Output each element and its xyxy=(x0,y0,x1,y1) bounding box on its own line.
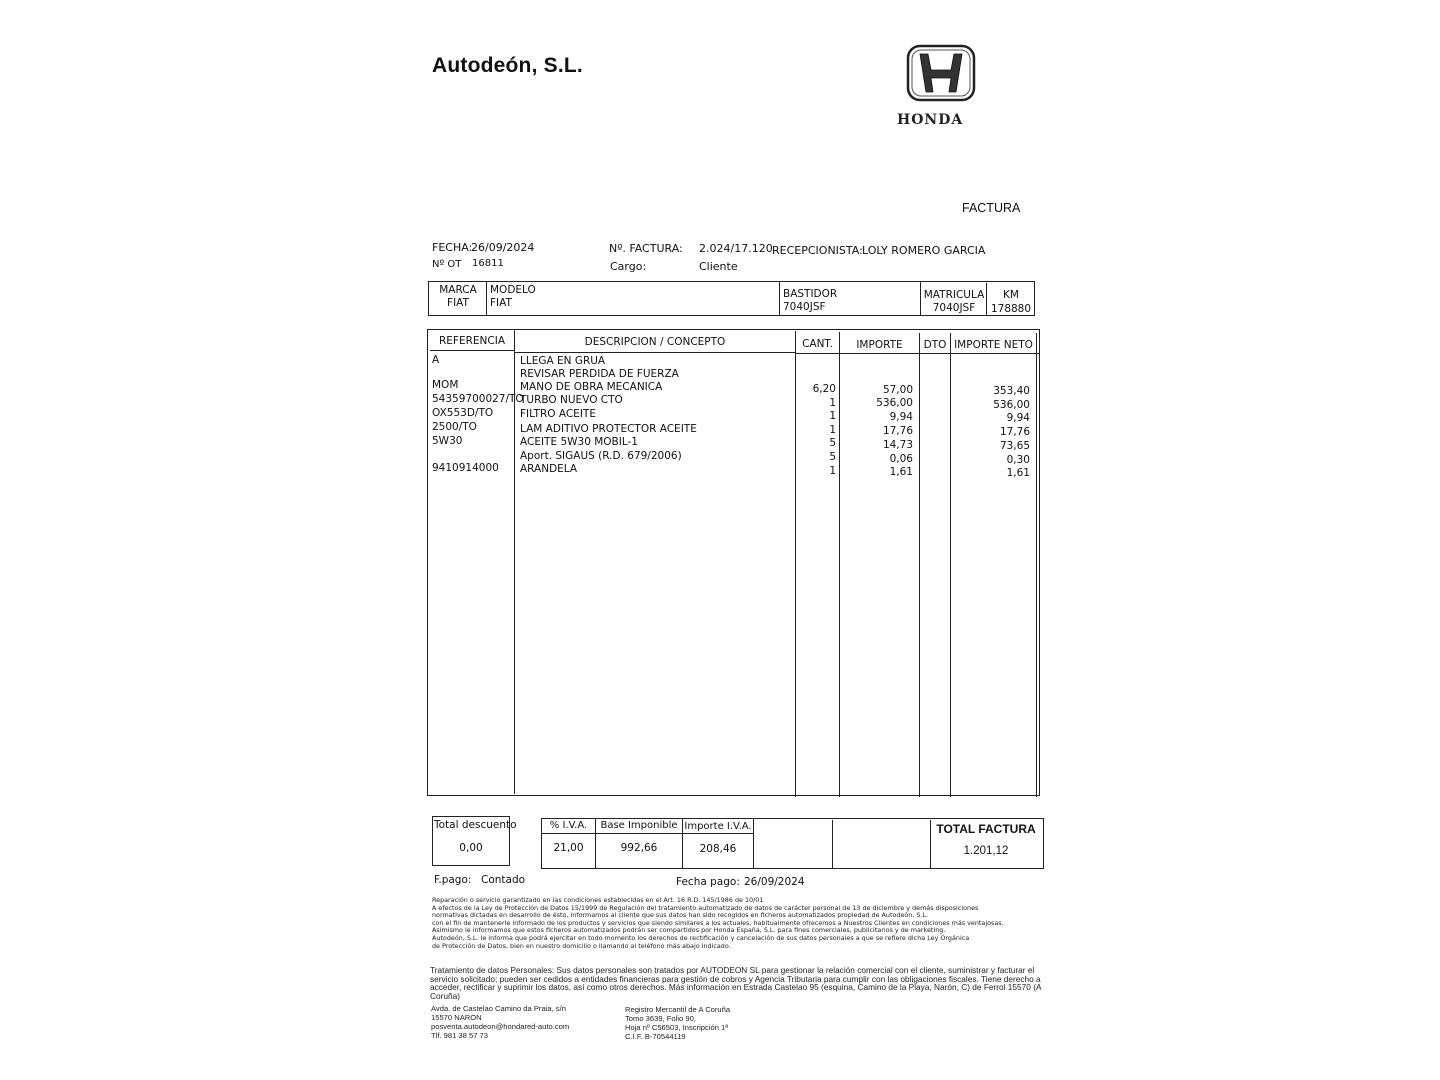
row-neto: 73,65 xyxy=(999,440,1030,452)
registry-line: Tomo 3639, Folio 90, xyxy=(625,1014,696,1023)
row-cant: 1 xyxy=(829,410,836,422)
cargo-value: Cliente xyxy=(699,260,738,273)
row-neto: 9,94 xyxy=(1006,412,1030,424)
footer-address xyxy=(431,1004,569,1040)
col-descripcion: DESCRIPCION / CONCEPTO xyxy=(584,336,726,348)
row-importe: 536,00 xyxy=(876,397,913,409)
total-label: TOTAL FACTURA xyxy=(936,822,1036,836)
row-cant: 5 xyxy=(829,451,836,463)
fpago-value: Contado xyxy=(481,874,526,886)
legal-line: A efectos de la Ley de Protección de Datos 15/1999 de Regulación del tratamiento automatizado de datos de carácter personal de 13 de diciembre y demás disposiciones xyxy=(432,903,979,912)
row-desc: LAM ADITIVO PROTECTOR ACEITE xyxy=(520,423,697,435)
honda-logo-icon xyxy=(906,44,976,102)
document-type: FACTURA xyxy=(962,201,1021,215)
row-ref: 5W30 xyxy=(432,435,463,447)
row-cant: 1 xyxy=(829,424,836,436)
registry-line: Hoja nº C56503, Inscripción 1ª xyxy=(625,1023,729,1032)
row-importe: 9,94 xyxy=(889,411,913,423)
row-neto: 536,00 xyxy=(993,399,1030,411)
col-cant: CANT. xyxy=(802,338,833,350)
row-cant: 6,20 xyxy=(812,383,836,395)
ot-value: 16811 xyxy=(472,258,504,269)
footer-registry xyxy=(625,1005,730,1041)
bastidor-value: 7040JSF xyxy=(783,301,826,313)
factura-value: 2.024/17.120 xyxy=(699,242,773,255)
row-desc: LLEGA EN GRUA xyxy=(520,355,606,367)
bastidor-label: BASTIDOR xyxy=(783,288,838,300)
legal-line: Reparación o servicio garantizado en las condiciones establecidas en el Art. 16 R.D. 145/1986 de 10/01 xyxy=(432,896,764,904)
iva-pct-value: 21,00 xyxy=(553,842,584,854)
row-ref: A xyxy=(432,354,440,366)
km-label: KM xyxy=(1003,289,1019,301)
legal-line: con el fin de mantenerle informado de los productos y servicios que siendo similares a los actuales, habitualmente ofrecemos a Nuestros Clientes en condiciones más ventajosas. xyxy=(432,918,1004,927)
row-importe: 17,76 xyxy=(882,425,913,437)
modelo-label: MODELO xyxy=(490,284,536,296)
fecha-value: 26/09/2024 xyxy=(471,241,535,254)
iva-value: 208,46 xyxy=(699,843,737,855)
recepcionista-value: LOLY ROMERO GARCIA xyxy=(862,244,986,257)
brand-name: HONDA xyxy=(897,112,964,128)
row-ref: 2500/TO xyxy=(432,421,477,433)
recepcionista-label: RECEPCIONISTA: xyxy=(772,244,863,257)
row-cant: 5 xyxy=(829,437,836,449)
row-ref: OX553D/TO xyxy=(432,407,494,419)
fpago-label: F.pago: xyxy=(434,874,472,886)
row-desc: ARANDELA xyxy=(520,463,578,475)
total-value: 1.201,12 xyxy=(963,845,1009,857)
fecha-pago-value: 26/09/2024 xyxy=(744,876,805,888)
data-processing-notice: Tratamiento de datos Personales: Sus datos personales son tratados por AUTODEON SL para gestionar la relación comercial con el cliente, suministrar y facturar el servicio solicitado; pueden ser cedidos a entidades financieras para gestión de cobros y Agencia Tributaria para cumplir con las obligaciones fiscales. Tiene derecho a acceder, rectificar y suprimir los datos, así como otros derechos. Más información en Estrada Castelao 95 (esquina, Camino de la Playa, Narón, C) de Ferrol 15570 (A Coruña) xyxy=(430,965,1042,1001)
row-cant: 1 xyxy=(829,397,836,409)
col-importe: IMPORTE xyxy=(856,339,903,351)
row-desc: MANO DE OBRA MECANICA xyxy=(520,381,663,393)
row-neto: 1,61 xyxy=(1006,467,1030,479)
base-value: 992,66 xyxy=(620,842,658,854)
col-neto: IMPORTE NETO xyxy=(954,339,1033,351)
row-importe: 57,00 xyxy=(882,384,913,396)
row-desc: ACEITE 5W30 MOBIL-1 xyxy=(520,436,638,448)
km-value: 178880 xyxy=(990,303,1032,315)
registry-line: C.I.F. B-70544119 xyxy=(625,1032,686,1041)
descuento-value: 0,00 xyxy=(459,842,483,854)
row-ref: 54359700027/TO xyxy=(432,393,524,405)
row-neto: 353,40 xyxy=(993,385,1030,397)
fecha-pago-label: Fecha pago: xyxy=(676,876,740,888)
col-referencia: REFERENCIA xyxy=(439,335,505,347)
fecha-label: FECHA: xyxy=(432,241,473,254)
company-name: Autodeón, S.L. xyxy=(432,54,583,77)
registry-line: Registro Mercantil de A Coruña xyxy=(625,1005,731,1014)
phone-line: Tlf. 981 38 57 73 xyxy=(431,1031,488,1040)
descuento-label: Total descuento xyxy=(434,819,517,831)
marca-label: MARCA xyxy=(439,284,477,296)
email-line: posventa.autodeon@hondared-auto.com xyxy=(431,1022,570,1031)
row-desc: REVISAR PERDIDA DE FUERZA xyxy=(520,368,679,380)
row-importe: 14,73 xyxy=(882,439,913,451)
row-ref: MOM xyxy=(432,379,459,391)
iva-pct-label: % I.V.A. xyxy=(549,820,588,831)
legal-text xyxy=(432,897,1042,950)
modelo-value: FIAT xyxy=(490,297,512,309)
row-importe: 0,06 xyxy=(889,453,913,465)
row-neto: 17,76 xyxy=(999,426,1030,438)
legal-line: de Protección de Datos, bien en nuestro domicilio o llamando al teléfono más abajo indicado. xyxy=(432,941,731,950)
row-neto: 0,30 xyxy=(1006,454,1030,466)
cargo-label: Cargo: xyxy=(610,260,647,273)
legal-line: Autodeón, S.L. le informa que podrá ejercitar en todo momento los derechos de rectificación y cancelación de sus datos personales a que se refiere dicha Ley Orgánica xyxy=(432,933,970,942)
address-line: Avda. de Castelao Camino da Praia, s/n xyxy=(431,1004,566,1013)
row-importe: 1,61 xyxy=(889,466,913,478)
legal-line: normativas dictadas en desarrollo de ésto, informamos al cliente que sus datos han sido recogidos en ficheros automatizados propiedad de Autodeón. S.L. xyxy=(432,911,929,920)
col-dto: DTO xyxy=(923,339,947,351)
row-desc: TURBO NUEVO CTO xyxy=(520,394,623,406)
row-cant: 1 xyxy=(829,465,836,477)
ot-label: Nº OT xyxy=(432,259,462,270)
iva-label: Importe I.V.A. xyxy=(684,821,752,832)
legal-line: Asimismo le informamos que estos ficheros automatizados podrán ser compartidos por Honda España, S.L. para fines comerciales, publicitarios y de marketing. xyxy=(432,926,946,935)
marca-value: FIAT xyxy=(447,297,469,309)
matricula-label: MATRICULA xyxy=(923,289,985,301)
row-ref: 9410914000 xyxy=(432,462,499,474)
row-desc: Aport. SIGAUS (R.D. 679/2006) xyxy=(520,450,682,462)
row-desc: FILTRO ACEITE xyxy=(520,408,596,420)
address-line: 15570 NARON xyxy=(431,1013,482,1022)
factura-label: Nº. FACTURA: xyxy=(609,242,683,255)
base-label: Base Imponible xyxy=(600,820,678,831)
matricula-value: 7040JSF xyxy=(932,302,976,314)
